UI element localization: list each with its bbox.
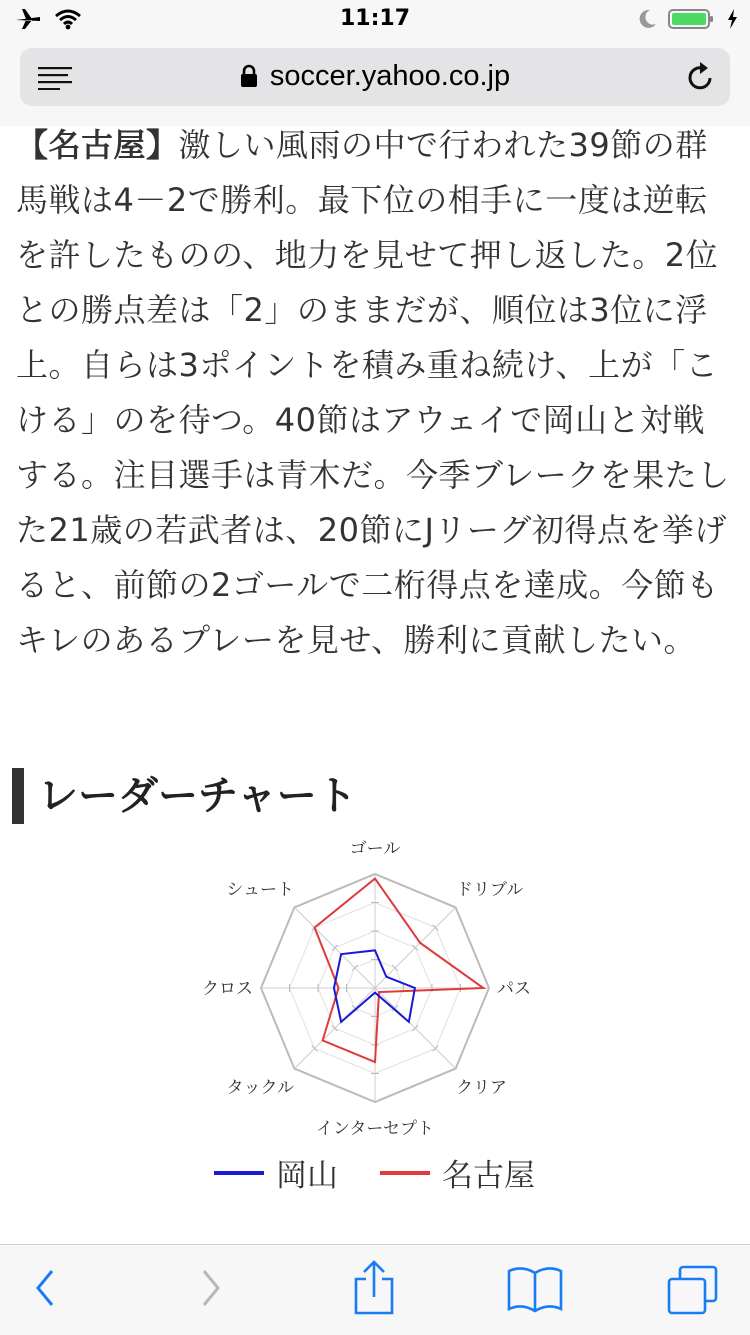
article-text: [16, 118, 736, 668]
browser-toolbar: [0, 1244, 750, 1335]
status-bar: [0, 0, 750, 40]
legend-label: 岡山: [276, 1158, 338, 1194]
share-icon[interactable]: [352, 1259, 396, 1317]
radar-axis-label: クロス: [202, 979, 253, 999]
address-bar[interactable]: [20, 48, 730, 106]
charging-bolt-icon: [726, 8, 738, 30]
radar-axis-label: ドリブル: [455, 880, 524, 901]
article-team-tag: 【名古屋】: [16, 126, 179, 164]
url-display[interactable]: [20, 60, 730, 93]
radar-axis-label: シュート: [226, 880, 295, 901]
book-icon[interactable]: [506, 1265, 564, 1313]
radar-chart: [190, 832, 560, 1142]
article-body: 激しい風雨の中で行われた39節の群馬戦は4－2で勝利。最下位の相手に一度は逆転を許したものの、地力を見せて押し返した。2位との勝点差は「2」のままだが、順位は3位に浮上。自らは3ポイントを積み重ね続け、上が「こける」のを待つ。40節はアウェイで岡山と対戦する。注目選手は青木だ。今季ブレークを果たした21歳の若武者は、20節にJリーグ初得点を挙げると、前節の2ゴールで二桁得点を達成。今節もキレのあるプレーを見せ、勝利に貢献したい。: [16, 126, 730, 659]
legend-item: [380, 1150, 535, 1195]
radar-axis-label: タックル: [226, 1077, 295, 1098]
moon-icon: [638, 8, 658, 30]
chart-legend: [214, 1150, 577, 1195]
chevron-left-icon[interactable]: [30, 1263, 60, 1313]
legend-swatch: [214, 1171, 264, 1175]
section-heading: レーダーチャート: [12, 768, 357, 824]
tabs-icon[interactable]: [666, 1265, 720, 1315]
browser-chrome: [0, 40, 750, 126]
chevron-right-icon[interactable]: [196, 1263, 226, 1313]
radar-axis-label: クリア: [455, 1077, 507, 1098]
battery-icon: [668, 8, 716, 30]
status-time: 11:17: [339, 6, 411, 31]
status-right: [638, 8, 738, 30]
legend-swatch: [380, 1171, 430, 1175]
url-domain: soccer.yahoo.co.jp: [269, 60, 511, 92]
lock-icon: [240, 64, 258, 88]
radar-axis-label: インターセプト: [316, 1119, 434, 1139]
radar-axis-label: ゴール: [349, 839, 401, 859]
legend-label: 名古屋: [442, 1158, 535, 1194]
reload-icon[interactable]: [686, 60, 716, 94]
legend-item: [214, 1150, 338, 1195]
radar-axis-label: パス: [497, 979, 531, 999]
